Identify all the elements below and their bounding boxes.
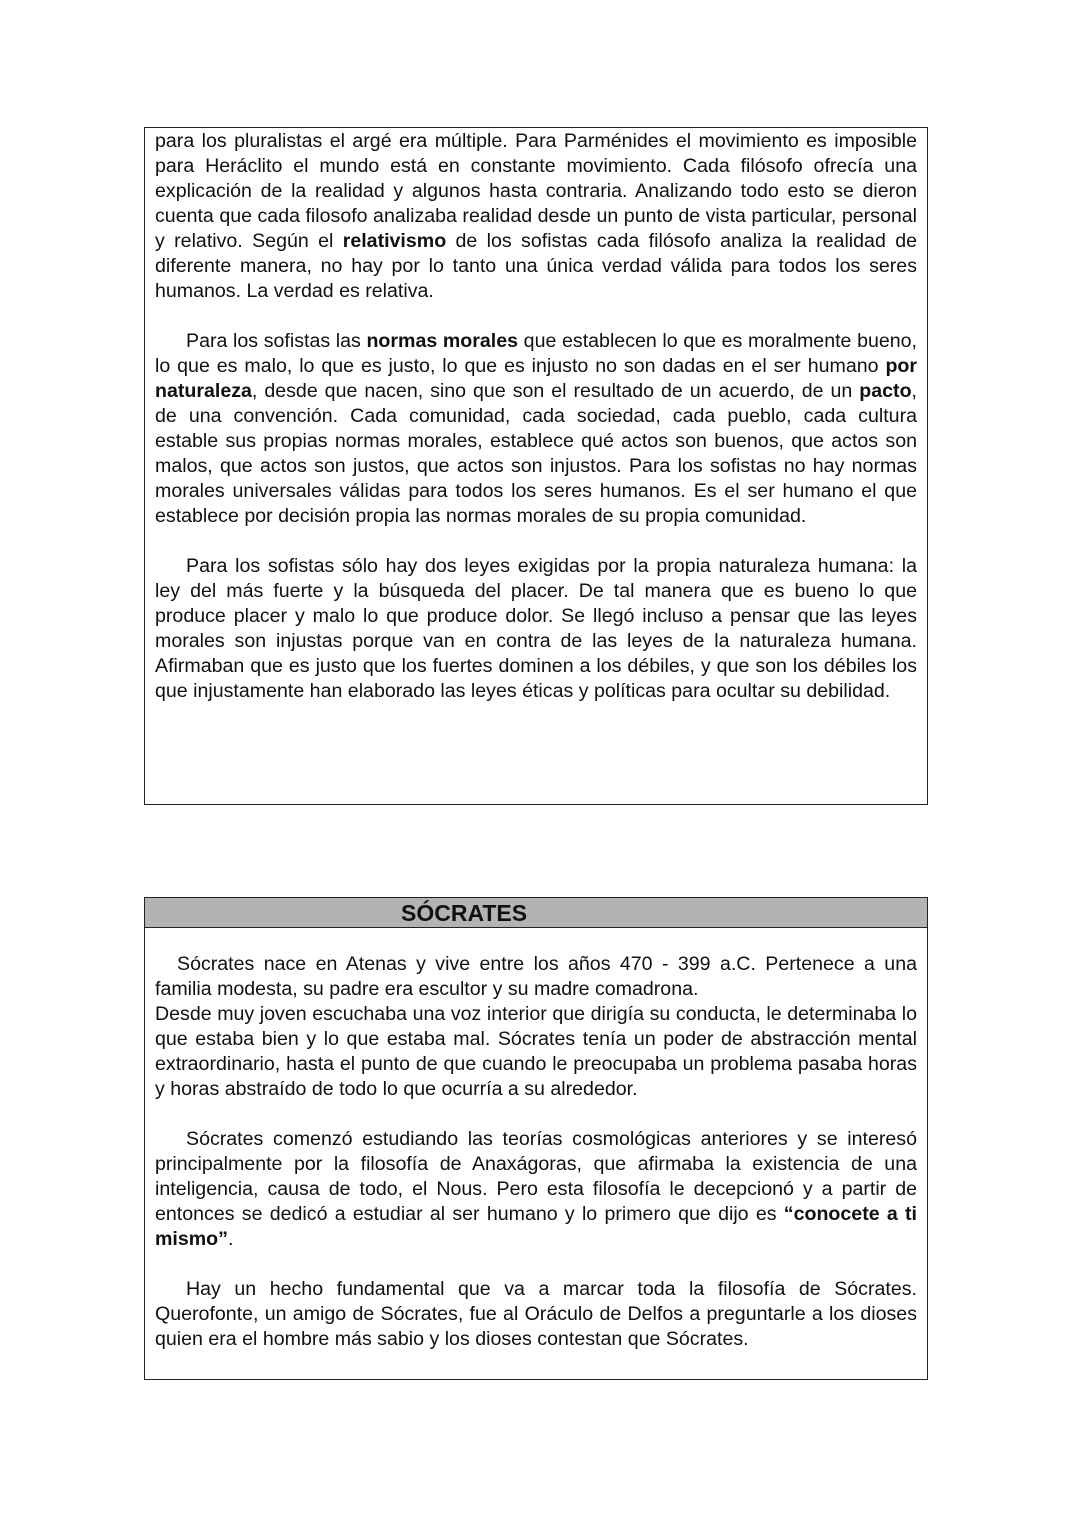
paragraph-oracle	[155, 1277, 917, 1352]
text-segment: Para los sofistas las	[186, 330, 367, 352]
paragraph-natural-laws	[155, 554, 917, 704]
bold-term-relativismo: relativismo	[342, 230, 447, 252]
socrates-text-body	[145, 928, 927, 1352]
bold-term-pacto: pacto	[859, 380, 912, 402]
bold-term-por-naturaleza: por naturaleza	[155, 355, 917, 402]
text-segment: para los pluralistas el argé era múltiple. Para Parménides el movimiento es imposible para Heráclito el mundo está en constante movimiento. Cada filósofo ofrecía una explicación de la realidad y algunos hasta contraria. Analizando todo esto se dieron cuenta que cada filosofo analizaba realidad desde un punto de vista particular, personal y relativo. Según el	[155, 130, 917, 252]
sophists-text-box	[144, 127, 928, 805]
bold-quote-conocete: “conocete a ti mismo”	[155, 1203, 917, 1250]
text-segment: Sócrates nace en Atenas y vive entre los años 470 - 399 a.C. Pertenece a una familia modesta, su padre era escultor y su madre comadrona.	[155, 953, 917, 1000]
text-segment: , desde que nacen, sino que son el resultado de un acuerdo, de un	[251, 380, 860, 402]
paragraph-moral-norms	[155, 329, 917, 529]
paragraph-know-thyself	[155, 1127, 917, 1252]
socrates-text-box	[144, 897, 928, 1380]
sophists-text-body	[145, 128, 927, 704]
text-segment: , de una convención. Cada comunidad, cada sociedad, cada pueblo, cada cultura estable sus propias normas morales, establece qué actos son buenos, que actos son malos, que actos son justos, que actos son injustos. Para los sofistas no hay normas morales universales válidas para todos los seres humanos. Es el ser humano el que establece por decisión propia las normas morales de su propia comunidad.	[155, 380, 917, 527]
text-segment: Desde muy joven escuchaba una voz interior que dirigía su conducta, le determinaba lo que estaba bien y lo que estaba mal. Sócrates tenía un poder de abstracción mental extraordinario, hasta el punto de que cuando le preocupaba un problema pasaba horas y horas abstraído de todo lo que ocurría a su alrededor.	[155, 1003, 917, 1100]
paragraph-relativism	[155, 129, 917, 304]
text-segment: Sócrates comenzó estudiando las teorías cosmológicas anteriores y se interesó principalmente por la filosofía de Anaxágoras, que afirmaba la existencia de una inteligencia, causa de todo, el Nous. Pero esta filosofía le decepcionó y a partir de entonces se dedicó a estudiar al ser humano y lo primero que dijo es	[155, 1128, 917, 1225]
paragraph-inner-voice	[155, 1002, 917, 1102]
text-segment: que establecen lo que es moralmente bueno, lo que es malo, lo que es justo, lo que es injusto no son dadas en el ser humano	[155, 330, 918, 377]
section-title: SÓCRATES	[145, 898, 927, 928]
text-segment: de los sofistas cada filósofo analiza la realidad de diferente manera, no hay por lo tanto una única verdad válida para todos los seres humanos. La verdad es relativa.	[155, 230, 917, 302]
paragraph-birth	[155, 952, 917, 1002]
text-segment: .	[227, 1228, 234, 1250]
text-segment: Hay un hecho fundamental que va a marcar toda la filosofía de Sócrates. Querofonte, un amigo de Sócrates, fue al Oráculo de Delfos a preguntarle a los dioses quien era el hombre más sabio y los dioses contestan que Sócrates.	[155, 1278, 917, 1350]
text-segment: Para los sofistas sólo hay dos leyes exigidas por la propia naturaleza humana: la ley del más fuerte y la búsqueda del placer. De tal manera que es bueno lo que produce placer y malo lo que produce dolor. Se llegó incluso a pensar que las leyes morales son injustas porque van en contra de las leyes de la naturaleza humana. Afirmaban que es justo que los fuertes dominen a los débiles, y que son los débiles los que injustamente han elaborado las leyes éticas y políticas para ocultar su debilidad.	[155, 555, 917, 702]
bold-term-normas-morales: normas morales	[366, 330, 519, 352]
